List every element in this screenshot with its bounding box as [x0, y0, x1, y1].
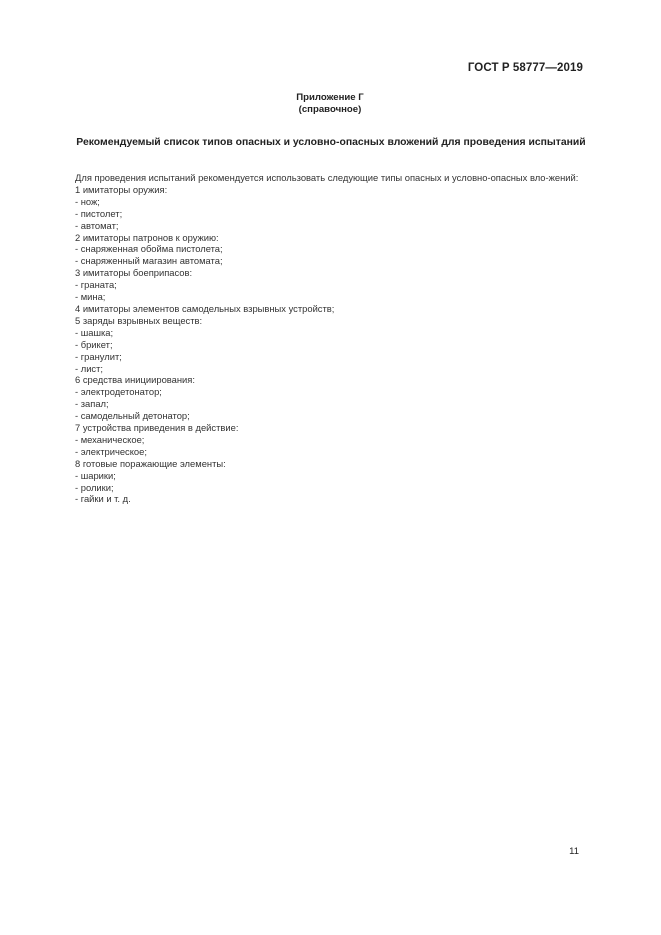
list-item: 1 имитаторы оружия:	[75, 183, 168, 195]
section-title: Рекомендуемый список типов опасных и условно-опасных вложений для проведения испытаний	[76, 137, 586, 148]
list-item: - брикет;	[75, 338, 113, 350]
list-item: 2 имитаторы патронов к оружию:	[75, 231, 219, 243]
list-item: - электрическое;	[75, 445, 147, 457]
list-item: - самодельный детонатор;	[75, 410, 190, 422]
list-item: - снаряженная обойма пистолета;	[75, 243, 223, 255]
list-item: 6 средства инициирования:	[75, 374, 195, 386]
list-item: - снаряженный магазин автомата;	[75, 255, 223, 267]
list-item: 3 имитаторы боеприпасов:	[75, 267, 193, 279]
list-item: - механическое;	[75, 433, 145, 445]
appendix-type: (справочное)	[298, 104, 362, 115]
list-item: - гранулит;	[75, 350, 122, 362]
list-item: - мина;	[75, 291, 106, 303]
list-item: - ролики;	[75, 481, 114, 493]
page-number: 11	[569, 846, 579, 857]
list-item: - граната;	[75, 279, 117, 291]
list-item: - шашка;	[75, 326, 114, 338]
list-item: - гайки и т. д.	[75, 493, 131, 505]
list-item: 5 заряды взрывных веществ:	[75, 314, 203, 326]
list-item: 4 имитаторы элементов самодельных взрывных устройств;	[75, 302, 335, 314]
intro-paragraph: Для проведения испытаний рекомендуется использовать следующие типы опасных и условно-опасных вло-жений:	[75, 172, 579, 183]
body-text	[60, 172, 600, 505]
list-item: - автомат;	[75, 219, 119, 231]
appendix-label: Приложение Г	[296, 92, 364, 103]
list-item: - запал;	[75, 398, 109, 410]
list-item: - лист;	[75, 362, 104, 374]
list-item: - пистолет;	[75, 207, 123, 219]
list-item: - электродетонатор;	[75, 386, 162, 398]
list-item: - нож;	[75, 195, 100, 207]
appendix-heading	[0, 92, 661, 116]
document-code: ГОСТ Р 58777—2019	[467, 62, 583, 74]
list-item: 7 устройства приведения в действие:	[75, 422, 239, 434]
list-item: 8 готовые поражающие элементы:	[75, 457, 226, 469]
list-item: - шарики;	[75, 469, 116, 481]
